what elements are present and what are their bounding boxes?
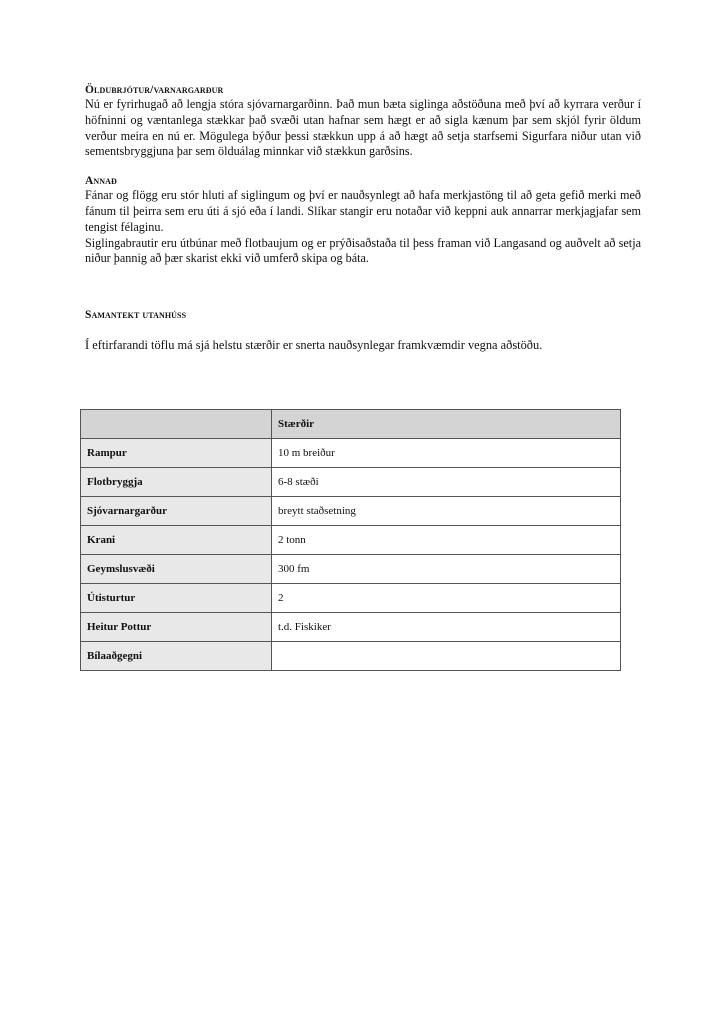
summary-intro: Í eftirfarandi töflu má sjá helstu stærðir er snerta nauðsynlegar framkvæmdir vegna aðstöðu. [85, 338, 543, 353]
document-page [85, 84, 641, 353]
table-row [81, 497, 621, 526]
paragraph-flags: Fánar og flögg eru stór hluti af siglingum og því er nauðsynlegt að hafa merkjastöng til að geta gefið merki með fánum til þeirra sem eru úti á sjó eða í landi. Slíkar stangir eru notaðar við keppni auk annarrar merkjagjafar sem tengist félaginu. [85, 188, 641, 234]
section-heading-summary: Samantekt utanhúss [85, 309, 187, 322]
row-value: breytt staðsetning [272, 497, 621, 526]
table-header-corner [81, 410, 272, 439]
row-value: 2 tonn [272, 526, 621, 555]
table-row [81, 642, 621, 671]
table-row [81, 468, 621, 497]
row-value: 2 [272, 584, 621, 613]
row-label: Rampur [81, 439, 272, 468]
table-row [81, 555, 621, 584]
section-other [85, 175, 641, 267]
summary-table [80, 409, 621, 671]
row-label: Krani [81, 526, 272, 555]
row-label: Sjóvarnargarður [81, 497, 272, 526]
paragraph-breakwater: Nú er fyrirhugað að lengja stóra sjóvarnargarðinn. Það mun bæta siglinga aðstöðuna með því að kyrrara verður í höfninni og væntanlega stækkar það svæði utan hafnar sem hægt er að sigla kænum þar sem skjól fyrir öldum verður meira en nú er. Mögulega býður þessi stækkun upp á að hægt að setja starfsemi Sigurfara niður utan við sementsbryggjuna þar sem ölduálag minnkar við stækkun garðsins. [85, 97, 641, 159]
section-heading-other: Annað [85, 175, 117, 188]
table-row [81, 526, 621, 555]
row-value: t.d. Fiskiker [272, 613, 621, 642]
paragraph-sailing-routes: Siglingabrautir eru útbúnar með flotbaujum og er prýðisaðstaða til þess framan við Langasand og auðvelt að setja niður þannig að þær skarist ekki við umferð skipa og báta. [85, 235, 641, 266]
row-label: Flotbryggja [81, 468, 272, 497]
table-row [81, 584, 621, 613]
row-label: Heitur Pottur [81, 613, 272, 642]
row-label: Geymslusvæði [81, 555, 272, 584]
row-label: Útisturtur [81, 584, 272, 613]
row-value: 10 m breiður [272, 439, 621, 468]
table-row [81, 613, 621, 642]
row-value [272, 642, 621, 671]
row-label: Bílaaðgegni [81, 642, 272, 671]
section-breakwater [85, 84, 641, 160]
table-row [81, 439, 621, 468]
section-heading-breakwater: Öldubrjótur/varnargarður [85, 84, 224, 96]
row-value: 6-8 stæði [272, 468, 621, 497]
row-value: 300 fm [272, 555, 621, 584]
table-header-sizes: Stærðir [272, 410, 621, 439]
table-header-row [81, 410, 621, 439]
section-summary [85, 309, 641, 353]
